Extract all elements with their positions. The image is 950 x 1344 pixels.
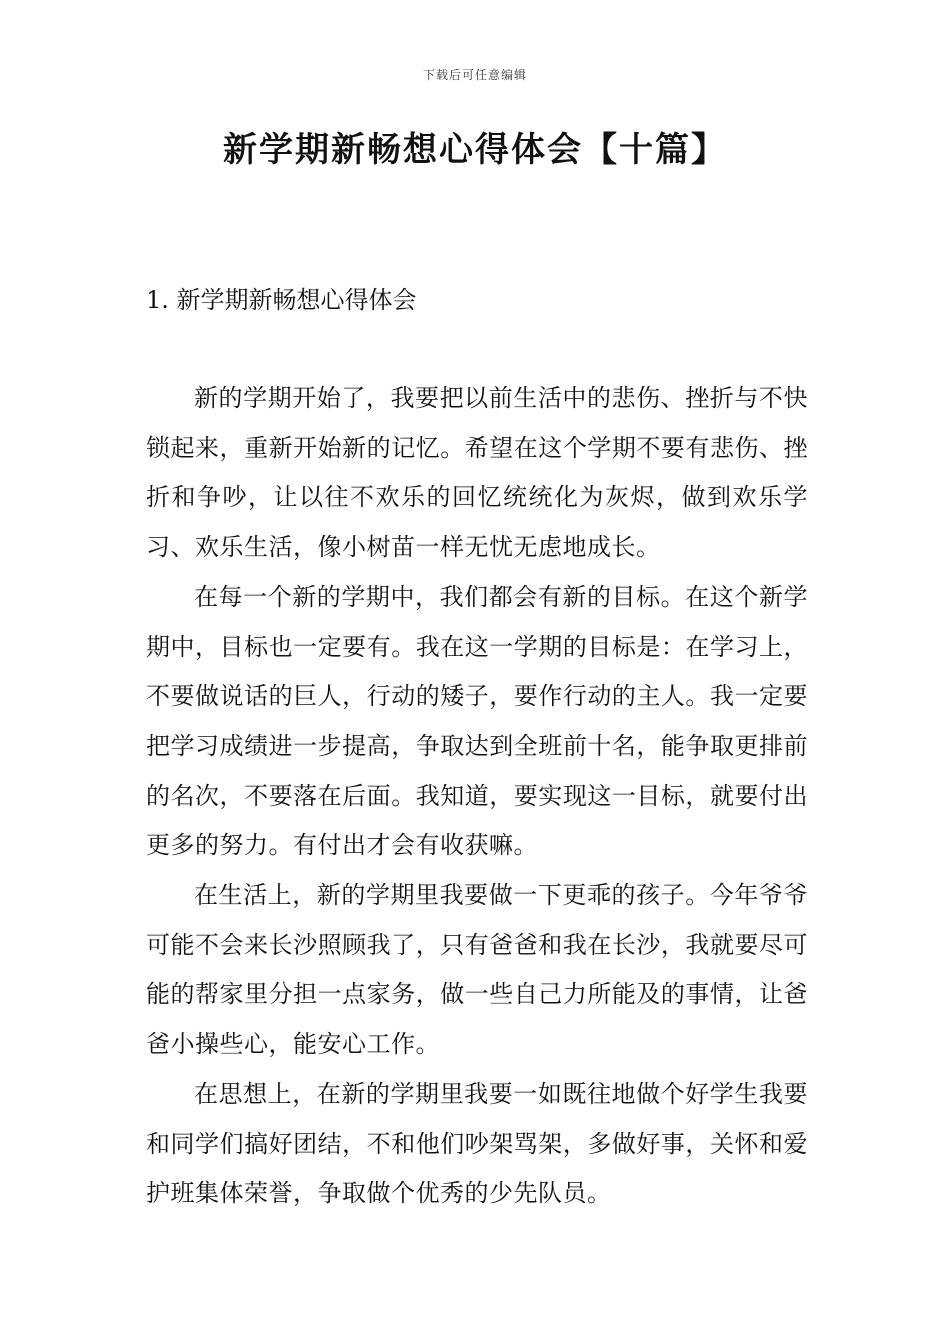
paragraph-2: 在每一个新的学期中，我们都会有新的目标。在这个新学期中，目标也一定要有。我在这一学期的目标是：在学习上，不要做说话的巨人，行动的矮子，要作行动的主人。我一定要把学习成绩进一步提高，争取达到全班前十名，能争取更排前的名次，不要落在后面。我知道，要实现这一目标，就要付出更多的努力。有付出才会有收获嘛。 [146,582,808,860]
paragraph-4: 在思想上，在新的学期里我要一如既往地做个好学生我要和同学们搞好团结，不和他们吵架骂架，多做好事，关怀和爱护班集体荣誉，争取做个优秀的少先队员。 [146,1079,808,1208]
header-note: 下载后可任意编辑 [422,68,527,82]
body-text [146,374,808,1219]
section-heading: 1. 新学期新畅想心得体会 [146,286,417,314]
document-title: 新学期新畅想心得体会【十篇】 [223,130,727,170]
paragraph-3: 在生活上，新的学期里我要做一下更乖的孩子。今年爷爷可能不会来长沙照顾我了，只有爸爸和我在长沙，我就要尽可能的帮家里分担一点家务，做一些自己力所能及的事情，让爸爸小操些心，能安心工作。 [146,881,808,1059]
paragraph-1: 新的学期开始了，我要把以前生活中的悲伤、挫折与不快锁起来，重新开始新的记忆。希望在这个学期不要有悲伤、挫折和争吵，让以往不欢乐的回忆统统化为灰烬，做到欢乐学习、欢乐生活，像小树苗一样无忧无虑地成长。 [146,384,808,562]
